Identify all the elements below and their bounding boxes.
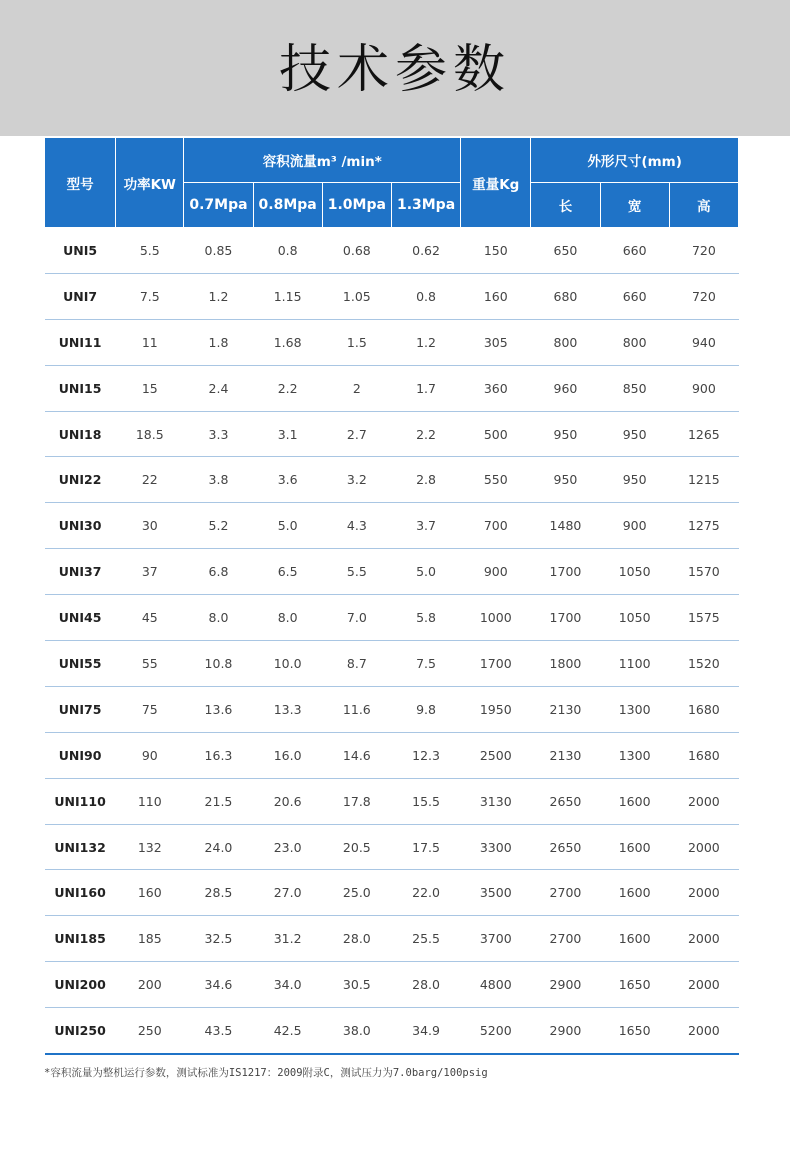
flow-0.7mpa-cell: 6.8 xyxy=(184,549,253,595)
length-cell: 960 xyxy=(531,365,600,411)
table-row xyxy=(45,1008,739,1054)
flow-1.0mpa-cell: 8.7 xyxy=(322,641,391,687)
power-cell: 132 xyxy=(116,824,184,870)
height-cell: 1575 xyxy=(669,595,738,641)
length-cell: 950 xyxy=(531,411,600,457)
width-cell: 1600 xyxy=(600,824,669,870)
flow-1.3mpa-cell: 2.8 xyxy=(391,457,460,503)
power-cell: 7.5 xyxy=(116,273,184,319)
flow-0.7mpa-cell: 1.2 xyxy=(184,273,253,319)
header-model: 型号 xyxy=(45,138,116,228)
table-row xyxy=(45,411,739,457)
header-flow-1.3mpa: 1.3Mpa xyxy=(391,183,460,228)
flow-1.3mpa-cell: 1.2 xyxy=(391,319,460,365)
power-cell: 55 xyxy=(116,641,184,687)
flow-0.8mpa-cell: 6.5 xyxy=(253,549,322,595)
height-cell: 2000 xyxy=(669,824,738,870)
weight-cell: 1000 xyxy=(461,595,531,641)
length-cell: 2130 xyxy=(531,686,600,732)
model-cell: UNI75 xyxy=(45,686,116,732)
weight-cell: 3300 xyxy=(461,824,531,870)
table-row xyxy=(45,870,739,916)
flow-0.8mpa-cell: 42.5 xyxy=(253,1008,322,1054)
length-cell: 2900 xyxy=(531,1008,600,1054)
model-cell: UNI37 xyxy=(45,549,116,595)
length-cell: 2130 xyxy=(531,732,600,778)
table-row xyxy=(45,824,739,870)
model-cell: UNI18 xyxy=(45,411,116,457)
weight-cell: 700 xyxy=(461,503,531,549)
header-weight: 重量Kg xyxy=(461,138,531,228)
weight-cell: 160 xyxy=(461,273,531,319)
table-row xyxy=(45,732,739,778)
flow-1.0mpa-cell: 7.0 xyxy=(322,595,391,641)
flow-1.0mpa-cell: 11.6 xyxy=(322,686,391,732)
height-cell: 900 xyxy=(669,365,738,411)
length-cell: 800 xyxy=(531,319,600,365)
length-cell: 1700 xyxy=(531,549,600,595)
header-power: 功率KW xyxy=(116,138,184,228)
length-cell: 2650 xyxy=(531,778,600,824)
weight-cell: 305 xyxy=(461,319,531,365)
length-cell: 2700 xyxy=(531,916,600,962)
flow-1.0mpa-cell: 28.0 xyxy=(322,916,391,962)
model-cell: UNI110 xyxy=(45,778,116,824)
flow-1.3mpa-cell: 25.5 xyxy=(391,916,460,962)
flow-0.8mpa-cell: 3.1 xyxy=(253,411,322,457)
title-banner xyxy=(0,0,790,136)
table-row xyxy=(45,778,739,824)
model-cell: UNI55 xyxy=(45,641,116,687)
flow-0.7mpa-cell: 16.3 xyxy=(184,732,253,778)
height-cell: 1520 xyxy=(669,641,738,687)
table-row xyxy=(45,457,739,503)
weight-cell: 1700 xyxy=(461,641,531,687)
width-cell: 1650 xyxy=(600,1008,669,1054)
flow-1.3mpa-cell: 3.7 xyxy=(391,503,460,549)
flow-0.8mpa-cell: 23.0 xyxy=(253,824,322,870)
power-cell: 37 xyxy=(116,549,184,595)
table-row xyxy=(45,595,739,641)
flow-1.3mpa-cell: 0.8 xyxy=(391,273,460,319)
length-cell: 2900 xyxy=(531,962,600,1008)
weight-cell: 150 xyxy=(461,228,531,274)
width-cell: 950 xyxy=(600,411,669,457)
table-row xyxy=(45,916,739,962)
flow-0.7mpa-cell: 13.6 xyxy=(184,686,253,732)
width-cell: 1050 xyxy=(600,549,669,595)
flow-0.7mpa-cell: 2.4 xyxy=(184,365,253,411)
height-cell: 720 xyxy=(669,228,738,274)
weight-cell: 2500 xyxy=(461,732,531,778)
header-flow-0.8mpa: 0.8Mpa xyxy=(253,183,322,228)
width-cell: 1600 xyxy=(600,870,669,916)
flow-0.7mpa-cell: 3.8 xyxy=(184,457,253,503)
model-cell: UNI45 xyxy=(45,595,116,641)
power-cell: 22 xyxy=(116,457,184,503)
flow-1.3mpa-cell: 0.62 xyxy=(391,228,460,274)
width-cell: 660 xyxy=(600,228,669,274)
weight-cell: 1950 xyxy=(461,686,531,732)
flow-0.7mpa-cell: 5.2 xyxy=(184,503,253,549)
flow-0.8mpa-cell: 3.6 xyxy=(253,457,322,503)
height-cell: 2000 xyxy=(669,916,738,962)
flow-0.8mpa-cell: 27.0 xyxy=(253,870,322,916)
flow-1.3mpa-cell: 22.0 xyxy=(391,870,460,916)
table-row xyxy=(45,228,739,274)
spec-table-body xyxy=(45,228,739,1055)
flow-1.3mpa-cell: 15.5 xyxy=(391,778,460,824)
flow-1.0mpa-cell: 1.5 xyxy=(322,319,391,365)
table-row xyxy=(45,549,739,595)
height-cell: 720 xyxy=(669,273,738,319)
power-cell: 75 xyxy=(116,686,184,732)
flow-1.3mpa-cell: 28.0 xyxy=(391,962,460,1008)
width-cell: 900 xyxy=(600,503,669,549)
weight-cell: 550 xyxy=(461,457,531,503)
power-cell: 15 xyxy=(116,365,184,411)
model-cell: UNI185 xyxy=(45,916,116,962)
height-cell: 2000 xyxy=(669,1008,738,1054)
flow-1.3mpa-cell: 9.8 xyxy=(391,686,460,732)
table-row xyxy=(45,503,739,549)
flow-0.7mpa-cell: 34.6 xyxy=(184,962,253,1008)
power-cell: 45 xyxy=(116,595,184,641)
flow-1.0mpa-cell: 2.7 xyxy=(322,411,391,457)
width-cell: 1050 xyxy=(600,595,669,641)
length-cell: 650 xyxy=(531,228,600,274)
flow-1.0mpa-cell: 2 xyxy=(322,365,391,411)
weight-cell: 900 xyxy=(461,549,531,595)
model-cell: UNI250 xyxy=(45,1008,116,1054)
model-cell: UNI160 xyxy=(45,870,116,916)
model-cell: UNI15 xyxy=(45,365,116,411)
width-cell: 1300 xyxy=(600,732,669,778)
table-row xyxy=(45,273,739,319)
header-dimension-group: 外形尺寸(mm) xyxy=(531,138,739,183)
flow-1.0mpa-cell: 5.5 xyxy=(322,549,391,595)
header-height: 高 xyxy=(669,183,738,228)
width-cell: 660 xyxy=(600,273,669,319)
length-cell: 1800 xyxy=(531,641,600,687)
flow-1.3mpa-cell: 17.5 xyxy=(391,824,460,870)
height-cell: 1680 xyxy=(669,732,738,778)
table-row xyxy=(45,365,739,411)
flow-0.7mpa-cell: 21.5 xyxy=(184,778,253,824)
flow-0.8mpa-cell: 5.0 xyxy=(253,503,322,549)
flow-1.0mpa-cell: 30.5 xyxy=(322,962,391,1008)
length-cell: 2700 xyxy=(531,870,600,916)
weight-cell: 3700 xyxy=(461,916,531,962)
flow-0.7mpa-cell: 43.5 xyxy=(184,1008,253,1054)
power-cell: 11 xyxy=(116,319,184,365)
page-title: 技术参数 xyxy=(278,39,511,100)
header-width: 宽 xyxy=(600,183,669,228)
flow-1.0mpa-cell: 17.8 xyxy=(322,778,391,824)
flow-0.8mpa-cell: 0.8 xyxy=(253,228,322,274)
flow-1.0mpa-cell: 20.5 xyxy=(322,824,391,870)
power-cell: 110 xyxy=(116,778,184,824)
model-cell: UNI11 xyxy=(45,319,116,365)
power-cell: 250 xyxy=(116,1008,184,1054)
power-cell: 30 xyxy=(116,503,184,549)
height-cell: 1680 xyxy=(669,686,738,732)
power-cell: 160 xyxy=(116,870,184,916)
height-cell: 1215 xyxy=(669,457,738,503)
flow-0.8mpa-cell: 10.0 xyxy=(253,641,322,687)
flow-1.0mpa-cell: 1.05 xyxy=(322,273,391,319)
footnote: *容积流量为整机运行参数，测试标准为IS1217：2009附录C，测试压力为7.0barg/100psig xyxy=(44,1067,488,1079)
power-cell: 90 xyxy=(116,732,184,778)
power-cell: 200 xyxy=(116,962,184,1008)
flow-0.7mpa-cell: 0.85 xyxy=(184,228,253,274)
model-cell: UNI200 xyxy=(45,962,116,1008)
flow-1.3mpa-cell: 5.0 xyxy=(391,549,460,595)
flow-1.0mpa-cell: 38.0 xyxy=(322,1008,391,1054)
header-length: 长 xyxy=(531,183,600,228)
flow-0.8mpa-cell: 13.3 xyxy=(253,686,322,732)
flow-0.8mpa-cell: 1.68 xyxy=(253,319,322,365)
height-cell: 940 xyxy=(669,319,738,365)
length-cell: 1480 xyxy=(531,503,600,549)
weight-cell: 5200 xyxy=(461,1008,531,1054)
model-cell: UNI132 xyxy=(45,824,116,870)
flow-0.7mpa-cell: 3.3 xyxy=(184,411,253,457)
flow-0.7mpa-cell: 24.0 xyxy=(184,824,253,870)
model-cell: UNI5 xyxy=(45,228,116,274)
header-flow-group: 容积流量m³ /min* xyxy=(184,138,461,183)
length-cell: 680 xyxy=(531,273,600,319)
flow-1.0mpa-cell: 14.6 xyxy=(322,732,391,778)
height-cell: 1265 xyxy=(669,411,738,457)
flow-0.8mpa-cell: 31.2 xyxy=(253,916,322,962)
flow-0.7mpa-cell: 32.5 xyxy=(184,916,253,962)
width-cell: 1600 xyxy=(600,778,669,824)
header-flow-1.0mpa: 1.0Mpa xyxy=(322,183,391,228)
width-cell: 1650 xyxy=(600,962,669,1008)
flow-1.3mpa-cell: 12.3 xyxy=(391,732,460,778)
height-cell: 2000 xyxy=(669,778,738,824)
table-row xyxy=(45,686,739,732)
flow-0.7mpa-cell: 8.0 xyxy=(184,595,253,641)
flow-0.8mpa-cell: 2.2 xyxy=(253,365,322,411)
flow-1.3mpa-cell: 5.8 xyxy=(391,595,460,641)
width-cell: 1300 xyxy=(600,686,669,732)
width-cell: 1600 xyxy=(600,916,669,962)
flow-1.0mpa-cell: 0.68 xyxy=(322,228,391,274)
length-cell: 2650 xyxy=(531,824,600,870)
length-cell: 950 xyxy=(531,457,600,503)
flow-1.0mpa-cell: 3.2 xyxy=(322,457,391,503)
model-cell: UNI90 xyxy=(45,732,116,778)
power-cell: 185 xyxy=(116,916,184,962)
flow-0.7mpa-cell: 1.8 xyxy=(184,319,253,365)
header-flow-0.7mpa: 0.7Mpa xyxy=(184,183,253,228)
weight-cell: 360 xyxy=(461,365,531,411)
height-cell: 2000 xyxy=(669,870,738,916)
flow-0.8mpa-cell: 20.6 xyxy=(253,778,322,824)
spec-table xyxy=(44,137,739,1055)
weight-cell: 500 xyxy=(461,411,531,457)
flow-0.8mpa-cell: 34.0 xyxy=(253,962,322,1008)
flow-1.3mpa-cell: 2.2 xyxy=(391,411,460,457)
width-cell: 950 xyxy=(600,457,669,503)
power-cell: 5.5 xyxy=(116,228,184,274)
flow-1.3mpa-cell: 34.9 xyxy=(391,1008,460,1054)
table-row xyxy=(45,962,739,1008)
flow-0.7mpa-cell: 10.8 xyxy=(184,641,253,687)
weight-cell: 4800 xyxy=(461,962,531,1008)
flow-0.8mpa-cell: 1.15 xyxy=(253,273,322,319)
flow-1.3mpa-cell: 7.5 xyxy=(391,641,460,687)
flow-1.3mpa-cell: 1.7 xyxy=(391,365,460,411)
length-cell: 1700 xyxy=(531,595,600,641)
model-cell: UNI30 xyxy=(45,503,116,549)
power-cell: 18.5 xyxy=(116,411,184,457)
model-cell: UNI7 xyxy=(45,273,116,319)
weight-cell: 3500 xyxy=(461,870,531,916)
height-cell: 2000 xyxy=(669,962,738,1008)
table-row xyxy=(45,319,739,365)
flow-0.8mpa-cell: 16.0 xyxy=(253,732,322,778)
model-cell: UNI22 xyxy=(45,457,116,503)
flow-1.0mpa-cell: 25.0 xyxy=(322,870,391,916)
width-cell: 1100 xyxy=(600,641,669,687)
flow-1.0mpa-cell: 4.3 xyxy=(322,503,391,549)
height-cell: 1570 xyxy=(669,549,738,595)
width-cell: 850 xyxy=(600,365,669,411)
height-cell: 1275 xyxy=(669,503,738,549)
flow-0.8mpa-cell: 8.0 xyxy=(253,595,322,641)
width-cell: 800 xyxy=(600,319,669,365)
weight-cell: 3130 xyxy=(461,778,531,824)
table-row xyxy=(45,641,739,687)
flow-0.7mpa-cell: 28.5 xyxy=(184,870,253,916)
